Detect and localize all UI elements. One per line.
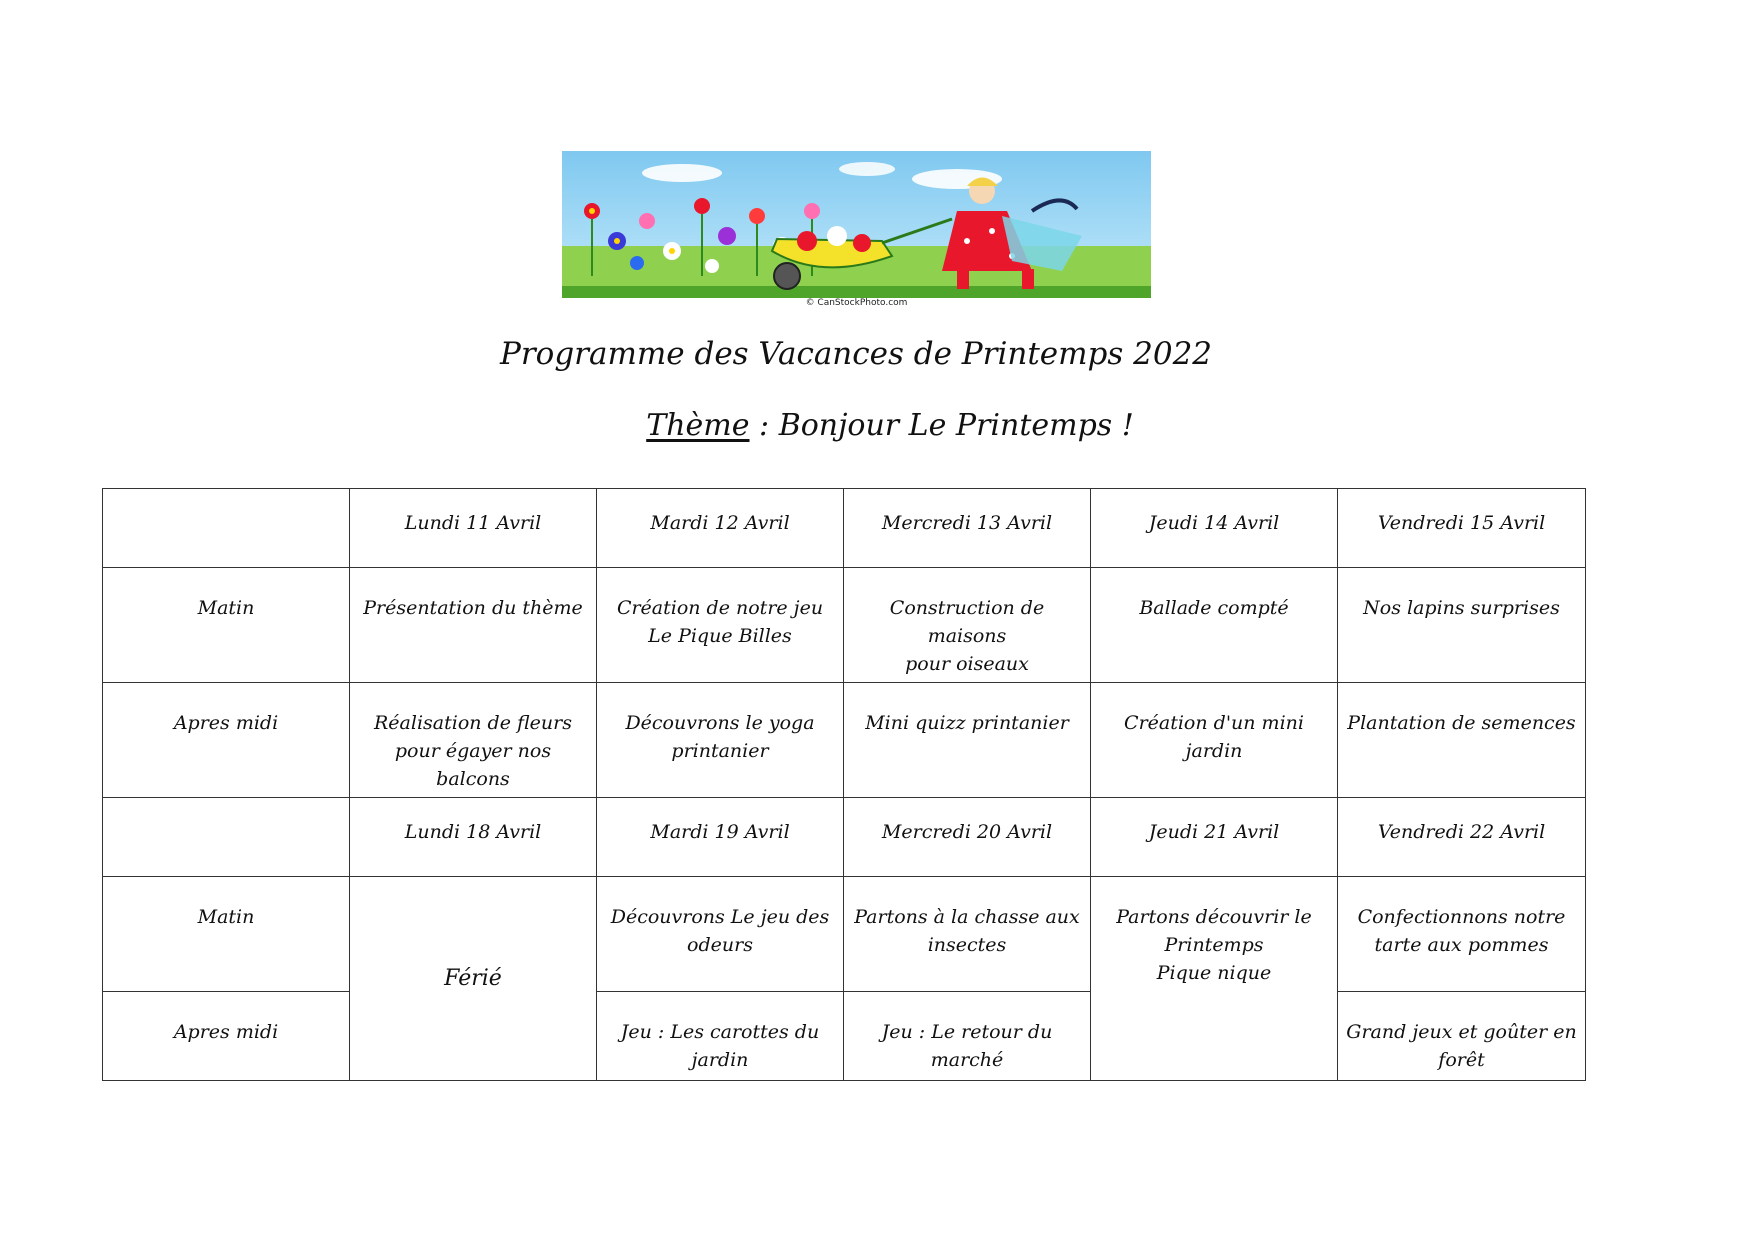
activity-text: Pique nique: [1156, 962, 1272, 984]
activity-cell: [1091, 568, 1338, 683]
activity-cell: [1091, 683, 1338, 798]
activity-cell: [844, 568, 1091, 683]
empty-corner-cell: [103, 798, 350, 877]
activity-text: forêt: [1438, 1049, 1485, 1071]
theme-label: Thème: [646, 408, 750, 443]
day-header: Lundi 11 Avril: [350, 489, 597, 568]
period-label: Apres midi: [103, 683, 350, 798]
day-header: Lundi 18 Avril: [350, 798, 597, 877]
theme-separator: :: [749, 408, 779, 443]
activity-text: insectes: [927, 934, 1007, 956]
activity-text: Construction de maisons: [889, 597, 1045, 647]
day-header: Vendredi 15 Avril: [1338, 489, 1586, 568]
day-header: Mercredi 13 Avril: [844, 489, 1091, 568]
theme-value: Bonjour Le Printemps !: [778, 408, 1134, 443]
week2-apres-midi-row: [103, 992, 1586, 1081]
activity-cell: [350, 568, 597, 683]
period-label: Apres midi: [103, 992, 350, 1081]
day-header: Mercredi 20 Avril: [844, 798, 1091, 877]
activity-cell: [597, 568, 844, 683]
activity-text: Printemps: [1164, 934, 1264, 956]
image-credit: © CanStockPhoto.com: [562, 298, 1151, 308]
activity-text: Plantation de semences: [1347, 712, 1576, 734]
activity-cell: [844, 683, 1091, 798]
activity-text: jardin: [691, 1049, 749, 1071]
activity-cell: [597, 992, 844, 1081]
activity-cell-full-day: [1091, 877, 1338, 1081]
activity-cell: [844, 877, 1091, 992]
activity-cell: [350, 683, 597, 798]
week1-apres-midi-row: [103, 683, 1586, 798]
ferie-cell: Férié: [350, 877, 597, 1081]
activity-text: Réalisation de fleurs: [374, 712, 572, 734]
activity-cell: [1338, 568, 1586, 683]
activity-text: Partons découvrir le: [1116, 906, 1312, 928]
activity-text: Le Pique Billes: [648, 625, 792, 647]
day-header: Mardi 19 Avril: [597, 798, 844, 877]
activity-text: Partons à la chasse aux: [854, 906, 1080, 928]
period-label: Matin: [103, 877, 350, 992]
activity-text: tarte aux pommes: [1374, 934, 1549, 956]
activity-text: Confectionnons notre: [1357, 906, 1566, 928]
activity-text: Grand jeux et goûter en: [1346, 1021, 1577, 1043]
activity-text: Jeu : Le retour du: [881, 1021, 1053, 1043]
activity-text: Découvrons le yoga: [625, 712, 815, 734]
day-header: Vendredi 22 Avril: [1338, 798, 1586, 877]
activity-cell: [1338, 992, 1586, 1081]
day-header: Jeudi 14 Avril: [1091, 489, 1338, 568]
empty-corner-cell: [103, 489, 350, 568]
activity-text: pour oiseaux: [905, 653, 1029, 675]
activity-text: odeurs: [687, 934, 753, 956]
activity-cell: [1338, 877, 1586, 992]
spring-scene-image: [562, 151, 1151, 308]
activity-text: Ballade compté: [1139, 597, 1289, 619]
spring-banner-illustration: [562, 151, 1151, 308]
week2-matin-row: [103, 877, 1586, 992]
theme-line: [580, 408, 1200, 443]
day-header: Jeudi 21 Avril: [1091, 798, 1338, 877]
activity-text: Mini quizz printanier: [865, 712, 1069, 734]
activity-text: marché: [930, 1049, 1004, 1071]
program-table: [102, 488, 1586, 1081]
page-title: Programme des Vacances de Printemps 2022: [500, 336, 1213, 372]
activity-text: Création de notre jeu: [616, 597, 824, 619]
activity-text: pour égayer nos balcons: [394, 740, 552, 790]
activity-cell: [844, 992, 1091, 1081]
activity-cell: [1338, 683, 1586, 798]
activity-text: Présentation du thème: [363, 597, 583, 619]
activity-text: printanier: [671, 740, 769, 762]
activity-cell: [597, 877, 844, 992]
activity-text: Découvrons Le jeu des: [610, 906, 830, 928]
period-label: Matin: [103, 568, 350, 683]
activity-cell: [597, 683, 844, 798]
activity-text: Nos lapins surprises: [1363, 597, 1560, 619]
activity-text: Création d'un mini jardin: [1124, 712, 1304, 762]
week2-header-row: [103, 798, 1586, 877]
week1-header-row: [103, 489, 1586, 568]
day-header: Mardi 12 Avril: [597, 489, 844, 568]
activity-text: Jeu : Les carottes du: [620, 1021, 820, 1043]
week1-matin-row: [103, 568, 1586, 683]
